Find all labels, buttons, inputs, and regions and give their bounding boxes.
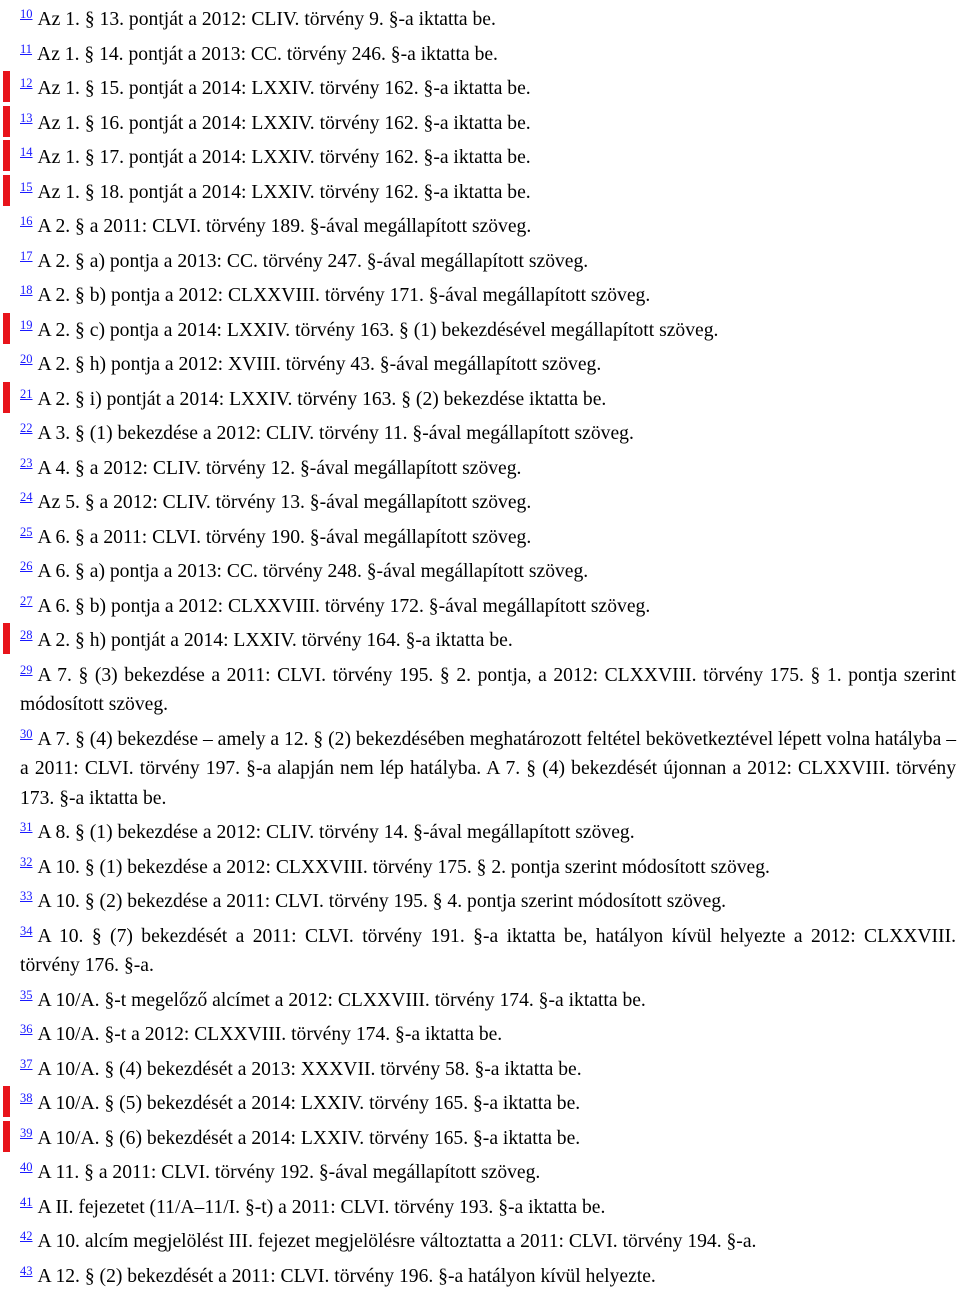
footnote-item bbox=[0, 587, 960, 622]
footnote-text: A 3. § (1) bekezdése a 2012: CLIV. törvény 11. §-ával megállapított szöveg. bbox=[38, 423, 634, 444]
footnote-item bbox=[0, 69, 960, 104]
footnote-item bbox=[0, 138, 960, 173]
footnote-number-link[interactable]: 27 bbox=[20, 594, 33, 608]
footnote-text: A 2. § h) pontja a 2012: XVIII. törvény 43. §-ával megállapított szöveg. bbox=[38, 354, 602, 375]
footnote-number-link[interactable]: 31 bbox=[20, 820, 33, 834]
footnote-item bbox=[0, 917, 960, 981]
footnote-text: A 10. § (1) bekezdése a 2012: CLXXVIII. törvény 175. § 2. pontja szerint módosított szöveg. bbox=[38, 857, 770, 878]
footnote-number-link[interactable]: 30 bbox=[20, 727, 33, 741]
footnote-text: A 7. § (4) bekezdése – amely a 12. § (2) bekezdésében meghatározott feltétel bekövetkeztével lépett volna hatályba – a 2011: CLVI. törvény 197. §-a alapján nem lép hatályba. A 7. § (4) bekezdését újonnan a 2012: CLXXVIII. törvény 173. §-a iktatta be. bbox=[20, 729, 956, 809]
footnote-item bbox=[0, 518, 960, 553]
footnote-number-link[interactable]: 10 bbox=[20, 7, 33, 21]
footnote-text: Az 1. § 14. pontját a 2013: CC. törvény 246. §-a iktatta be. bbox=[37, 44, 498, 65]
change-marker-bar bbox=[3, 71, 10, 102]
footnote-item bbox=[0, 1015, 960, 1050]
footnote-number-link[interactable]: 29 bbox=[20, 663, 33, 677]
footnote-item bbox=[0, 1222, 960, 1257]
footnote-number-link[interactable]: 43 bbox=[20, 1264, 33, 1278]
footnote-number-link[interactable]: 16 bbox=[20, 214, 33, 228]
footnote-item bbox=[0, 380, 960, 415]
footnote-item bbox=[0, 621, 960, 656]
footnote-number-link[interactable]: 18 bbox=[20, 283, 33, 297]
footnote-item bbox=[0, 35, 960, 70]
change-marker-bar bbox=[3, 313, 10, 344]
footnote-text: A 7. § (3) bekezdése a 2011: CLVI. törvény 195. § 2. pontja, a 2012: CLXXVIII. törvény 175. § 1. pontja szerint módosított szöveg. bbox=[20, 665, 956, 716]
footnote-item bbox=[0, 173, 960, 208]
footnote-item bbox=[0, 276, 960, 311]
footnote-text: A 10/A. § (5) bekezdését a 2014: LXXIV. törvény 165. §-a iktatta be. bbox=[38, 1093, 581, 1114]
footnote-text: A 6. § b) pontja a 2012: CLXXVIII. törvény 172. §-ával megállapított szöveg. bbox=[38, 596, 651, 617]
footnote-text: A 6. § a) pontja a 2013: CC. törvény 248. §-ával megállapított szöveg. bbox=[38, 561, 589, 582]
footnote-text: Az 1. § 15. pontját a 2014: LXXIV. törvény 162. §-a iktatta be. bbox=[38, 78, 531, 99]
footnote-text: A 2. § h) pontját a 2014: LXXIV. törvény 164. §-a iktatta be. bbox=[38, 630, 513, 651]
footnote-item bbox=[0, 848, 960, 883]
footnote-item bbox=[0, 1153, 960, 1188]
footnote-number-link[interactable]: 14 bbox=[20, 145, 33, 159]
footnote-item bbox=[0, 242, 960, 277]
footnote-number-link[interactable]: 12 bbox=[20, 76, 33, 90]
change-marker-bar bbox=[3, 106, 10, 137]
footnote-number-link[interactable]: 41 bbox=[20, 1195, 33, 1209]
footnote-number-link[interactable]: 13 bbox=[20, 111, 33, 125]
footnote-number-link[interactable]: 22 bbox=[20, 421, 33, 435]
footnote-number-link[interactable]: 37 bbox=[20, 1057, 33, 1071]
footnote-number-link[interactable]: 26 bbox=[20, 559, 33, 573]
footnote-text: Az 5. § a 2012: CLIV. törvény 13. §-ával megállapított szöveg. bbox=[38, 492, 532, 513]
footnote-text: A 12. § (2) bekezdését a 2011: CLVI. törvény 196. §-a hatályon kívül helyezte. bbox=[38, 1266, 656, 1287]
footnote-text: A 8. § (1) bekezdése a 2012: CLIV. törvény 14. §-ával megállapított szöveg. bbox=[38, 822, 635, 843]
change-marker-bar bbox=[3, 175, 10, 206]
footnote-text: A 10. alcím megjelölést III. fejezet megjelölésre változtatta a 2011: CLVI. törvény 194. §-a. bbox=[38, 1231, 757, 1252]
footnote-number-link[interactable]: 39 bbox=[20, 1126, 33, 1140]
footnote-item bbox=[0, 449, 960, 484]
footnote-number-link[interactable]: 28 bbox=[20, 628, 33, 642]
footnote-text: A 10. § (7) bekezdését a 2011: CLVI. törvény 191. §-a iktatta be, hatályon kívül helyezte a 2012: CLXXVIII. törvény 176. §-a. bbox=[20, 926, 956, 977]
change-marker-bar bbox=[3, 382, 10, 413]
footnote-number-link[interactable]: 19 bbox=[20, 318, 33, 332]
footnote-item bbox=[0, 1119, 960, 1154]
footnote-text: A 10/A. §-t a 2012: CLXXVIII. törvény 174. §-a iktatta be. bbox=[38, 1024, 503, 1045]
footnote-text: A II. fejezetet (11/A–11/I. §-t) a 2011: CLVI. törvény 193. §-a iktatta be. bbox=[38, 1197, 606, 1218]
footnote-text: A 10/A. § (6) bekezdését a 2014: LXXIV. törvény 165. §-a iktatta be. bbox=[38, 1128, 581, 1149]
footnote-number-link[interactable]: 20 bbox=[20, 352, 33, 366]
footnote-item bbox=[0, 1188, 960, 1223]
footnote-text: Az 1. § 13. pontját a 2012: CLIV. törvény 9. §-a iktatta be. bbox=[38, 9, 496, 30]
footnote-number-link[interactable]: 38 bbox=[20, 1091, 33, 1105]
footnote-item bbox=[0, 882, 960, 917]
footnote-text: Az 1. § 17. pontját a 2014: LXXIV. törvény 162. §-a iktatta be. bbox=[38, 147, 531, 168]
footnote-item bbox=[0, 813, 960, 848]
footnote-item bbox=[0, 0, 960, 35]
footnote-text: A 10. § (2) bekezdése a 2011: CLVI. törvény 195. § 4. pontja szerint módosított szöveg. bbox=[38, 891, 727, 912]
footnote-item bbox=[0, 720, 960, 814]
footnote-number-link[interactable]: 15 bbox=[20, 180, 33, 194]
footnote-text: Az 1. § 18. pontját a 2014: LXXIV. törvény 162. §-a iktatta be. bbox=[38, 182, 531, 203]
footnote-text: Az 1. § 16. pontját a 2014: LXXIV. törvény 162. §-a iktatta be. bbox=[38, 113, 531, 134]
footnote-number-link[interactable]: 34 bbox=[20, 924, 33, 938]
footnote-item bbox=[0, 552, 960, 587]
footnote-number-link[interactable]: 21 bbox=[20, 387, 33, 401]
footnote-item bbox=[0, 981, 960, 1016]
footnote-number-link[interactable]: 17 bbox=[20, 249, 33, 263]
footnote-text: A 2. § a) pontja a 2013: CC. törvény 247. §-ával megállapított szöveg. bbox=[38, 251, 589, 272]
footnote-number-link[interactable]: 33 bbox=[20, 889, 33, 903]
footnote-number-link[interactable]: 40 bbox=[20, 1160, 33, 1174]
footnote-text: A 6. § a 2011: CLVI. törvény 190. §-ával megállapított szöveg. bbox=[38, 527, 532, 548]
footnote-number-link[interactable]: 23 bbox=[20, 456, 33, 470]
footnote-text: A 2. § a 2011: CLVI. törvény 189. §-ával megállapított szöveg. bbox=[38, 216, 532, 237]
footnote-text: A 2. § i) pontját a 2014: LXXIV. törvény 163. § (2) bekezdése iktatta be. bbox=[38, 389, 607, 410]
footnote-item bbox=[0, 483, 960, 518]
footnote-number-link[interactable]: 24 bbox=[20, 490, 33, 504]
footnote-item bbox=[0, 311, 960, 346]
footnote-item bbox=[0, 345, 960, 380]
footnote-number-link[interactable]: 42 bbox=[20, 1229, 33, 1243]
footnote-text: A 10/A. § (4) bekezdését a 2013: XXXVII. törvény 58. §-a iktatta be. bbox=[38, 1059, 582, 1080]
footnote-item bbox=[0, 1257, 960, 1291]
change-marker-bar bbox=[3, 1086, 10, 1117]
footnote-item bbox=[0, 1084, 960, 1119]
footnote-number-link[interactable]: 35 bbox=[20, 988, 33, 1002]
footnote-text: A 11. § a 2011: CLVI. törvény 192. §-ával megállapított szöveg. bbox=[38, 1162, 541, 1183]
change-marker-bar bbox=[3, 623, 10, 654]
change-marker-bar bbox=[3, 140, 10, 171]
footnote-text: A 4. § a 2012: CLIV. törvény 12. §-ával megállapított szöveg. bbox=[38, 458, 522, 479]
footnote-text: A 2. § b) pontja a 2012: CLXXVIII. törvény 171. §-ával megállapított szöveg. bbox=[38, 285, 651, 306]
change-marker-bar bbox=[3, 1121, 10, 1152]
footnote-number-link[interactable]: 11 bbox=[20, 42, 32, 56]
footnote-item bbox=[0, 1050, 960, 1085]
footnote-item bbox=[0, 414, 960, 449]
footnote-text: A 10/A. §-t megelőző alcímet a 2012: CLXXVIII. törvény 174. §-a iktatta be. bbox=[38, 990, 646, 1011]
footnote-number-link[interactable]: 36 bbox=[20, 1022, 33, 1036]
footnote-item bbox=[0, 207, 960, 242]
footnote-number-link[interactable]: 25 bbox=[20, 525, 33, 539]
footnote-item bbox=[0, 656, 960, 720]
footnote-number-link[interactable]: 32 bbox=[20, 855, 33, 869]
footnote-item bbox=[0, 104, 960, 139]
footnote-text: A 2. § c) pontja a 2014: LXXIV. törvény 163. § (1) bekezdésével megállapított szöveg. bbox=[38, 320, 719, 341]
